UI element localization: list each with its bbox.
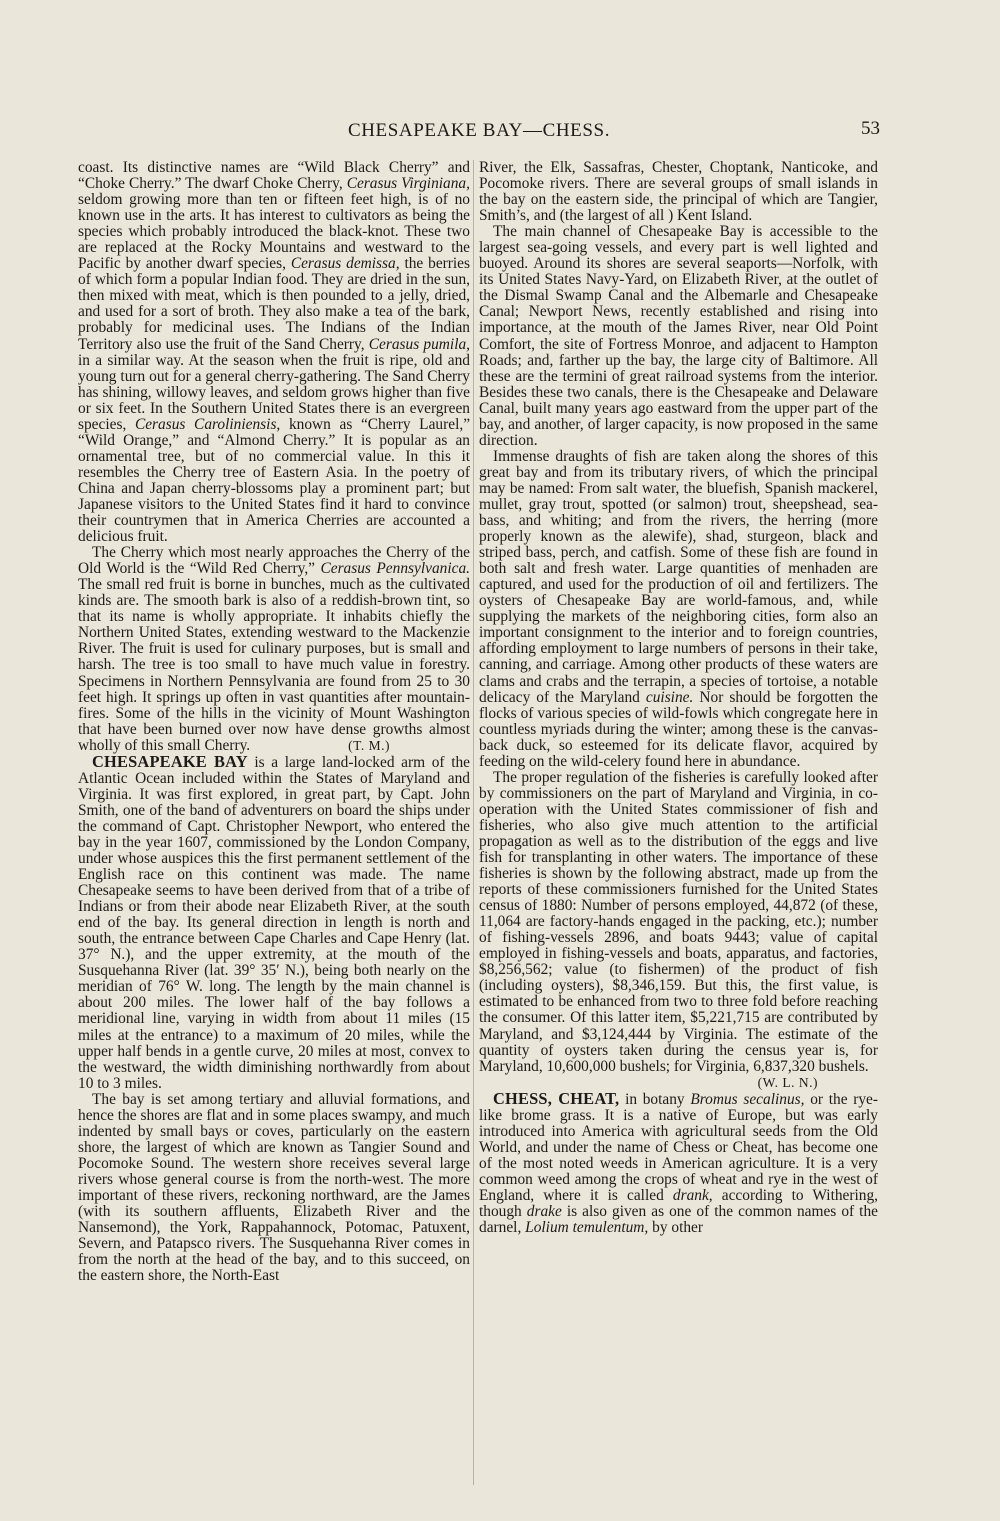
text-run: is also given as one of the common names of the darnel, bbox=[479, 1203, 878, 1237]
text-run: according to Withering, though bbox=[479, 1187, 879, 1221]
species-name: Cerasus pumila, bbox=[368, 335, 471, 353]
species-name: Cerasus demissa, bbox=[290, 255, 400, 273]
italic-term: drake bbox=[526, 1203, 562, 1221]
text-run: River, the Elk, Sassafras, Chester, Choptank, Nanticoke, and Pocomoke rivers. There are several groups of small islands in the bay on the eastern side, the principal of which are Tangier, Smith’s, and (the largest of all ) Kent Island. bbox=[479, 159, 878, 225]
column-divider bbox=[473, 160, 474, 1485]
species-name: Cerasus Virginiana, bbox=[346, 175, 470, 193]
italic-term: cuisine. bbox=[645, 688, 694, 706]
author-signature: (W. L. N.) bbox=[757, 1074, 818, 1090]
paragraph bbox=[78, 160, 470, 545]
text-run: The main channel of Chesapeake Bay is accessible to the largest sea-going vessels, and every part is well lighted and buoyed. Around its shores are several seaports—Norfolk, with its United States Navy-Yard, on Elizabeth River, at the outlet of the Dismal Swamp Canal and the Albemarle and Chesapeake Canal; Newport News, recently established and rising into importance, at the mouth of the James River, near Old Point Comfort, the site of Fortress Monroe, and adjacent to Hampton Roads; and, farther up the bay, the large city of Baltimore. All these are the termini of great railroad systems from the interior. Besides these two canals, there is the Chesapeake and Delaware Canal, built many years ago eastward from the upper part of the bay, and another, of larger capacity, is now proposed in the same direction. bbox=[479, 223, 878, 449]
text-run: The small red fruit is borne in bunches, much as the cultivated kinds are. The smooth bark is also of a reddish-brown tint, so that its name is wholly appropriate. It inhabits chiefly the Northern United States, extending westward to the Mackenzie River. The fruit is used for culinary purposes, but is small and harsh. The tree is too small to have much value in forestry. Specimens in Northern Pennsylvania are found from 25 to 30 feet high. It springs up often in vast quantities after mountain-fires. Some of the hills in the vicinity of Mount Washington that have been burned over now have dense growths almost wholly of this small Cherry. bbox=[78, 576, 470, 754]
text-run: or the rye-like brome grass. It is a native of Europe, but was early introduced into America with agricultural seeds from the Old World, and under the name of Chess or Cheat, has become one of the most noted weeds in American agriculture. It is a very common weed among the crops of wheat and rye in the west of England, where it is called bbox=[479, 1090, 879, 1204]
text-run: in a similar way. At the season when the fruit is ripe, old and young turn out for a general cherry-gathering. The Sand Cherry has shining, willowy leaves, and seldom grows higher than five or six feet. In the Southern United States there is an evergreen species, bbox=[78, 351, 470, 433]
paragraph bbox=[479, 449, 878, 770]
text-run: in botany bbox=[619, 1090, 691, 1108]
text-run: The proper regulation of the fisheries is carefully looked after by commissioners on the part of Maryland and Virginia, in co-operation with the United States commissioner of fish and fisheries, who also give much attention to the artificial propagation as well as to the distribution of the eggs and live fish for transplanting in other waters. The importance of these fisheries is shown by the following abstract, made up from the reports of these commissioners furnished for the United States census of 1880: Number of persons employed, 44,872 (of these, 11,064 are factory-hands engaged in the packing, etc.); number of fishing-vessels 2896, and boats 9443; value of capital employed in fishing-vessels and boats, apparatus, and factories, $8,256,562; value (to fishermen) of the product of fish (including oysters), $8,346,159. But this, the first value, is estimated to be enhanced from two to three fold before reaching the consumer. Of this latter item, $5,221,715 are contributed by Maryland, and $3,124,444 by Virginia. The estimate of the quantity of oysters taken during the census year is, for Maryland, 10,600,000 bushels; for Virginia, 6,837,320 bushels. bbox=[479, 768, 878, 1075]
text-run: coast. Its distinctive names are “Wild Black Cherry” and “Choke Cherry.” The dwarf Choke Cherry, bbox=[78, 159, 470, 193]
paragraph bbox=[78, 545, 470, 754]
text-run: Nor should be forgotten the flocks of various species of wild-fowls which congregate here in countless myriads during the winter; among these is the canvas-back duck, so esteemed for its delicate flavor, acquired by feeding on the wild-celery found here in abundance. bbox=[479, 688, 878, 770]
paragraph bbox=[78, 1092, 470, 1285]
running-head: CHESAPEAKE BAY—CHESS. bbox=[347, 120, 611, 141]
entry-headword: CHESS, CHEAT, bbox=[493, 1088, 620, 1108]
paragraph bbox=[479, 224, 878, 449]
species-name: Cerasus Pennsylvanica. bbox=[320, 560, 470, 578]
left-column bbox=[78, 160, 470, 1284]
entry-headword: CHESAPEAKE BAY bbox=[92, 751, 248, 771]
italic-term: drank, bbox=[672, 1187, 713, 1204]
paragraph bbox=[78, 751, 470, 1092]
text-run: is a large land-locked arm of the Atlantic Ocean included within the States of Maryland and Virginia. It was first explored, in great part, by Capt. John Smith, one of the band of adventurers on board the ships under the command of Capt. Christopher Newport, who entered the bay in the year 1607, commissioned by the London Company, under whose auspices this the first permanent settlement of the English race on this continent was made. The name Chesapeake seems to have been derived from that of a tribe of Indians or from their abode near Elizabeth River, at the south end of the bay. Its general direction in length is north and south, the entrance between Cape Charles and Cape Henry (lat. 37° N.), and the upper extremity, at the mouth of the Susquehanna River (lat. 39° 35′ N.), being both nearly on the meridian of 76° W. long. The length by the main channel is about 200 miles. The lower half of the bay follows a meridional line, varying in width from about 11 miles (15 miles at the entrance) to a maximum of 20 miles, while the upper half bends in a gentle curve, 20 miles at most, convex to the westward, the width diminishing northwardly from about 10 to 3 miles. bbox=[78, 753, 470, 1092]
paragraph bbox=[479, 160, 878, 224]
text-run: by other bbox=[648, 1219, 703, 1237]
text-run: known as “Cherry Laurel,” “Wild Orange,” and “Almond Cherry.” It is popular as an ornamental tree, but of no commercial value. In this it resembles the Cherry tree of Eastern Asia. In the poetry of China and Japan cherry-blossoms play a prominent part; but Japanese visitors to the United States find it hard to convince their countrymen that in America Cherries are accounted a delicious fruit. bbox=[78, 415, 471, 546]
paragraph bbox=[479, 1088, 879, 1237]
text-run: The bay is set among tertiary and alluvial formations, and hence the shores are flat and in some places swampy, and much indented by small bays or coves, particularly on the eastern shore, the largest of which are known as Tangier Sound and Pocomoke Sound. The western shore receives several large rivers whose general course is from the north-west. The more important of these rivers, reckoning northward, are the James (with its southern affluents, Elizabeth River and the Nansemond), the York, Rappahannock, Potomac, Patuxent, Severn, and Patapsco rivers. The Susquehanna River comes in from the north at the head of the bay, and to this succeed, on the eastern shore, the North-East bbox=[78, 1090, 470, 1285]
text-run: seldom growing more than ten or fifteen feet high, is of no known use in the arts. It has interest to cultivators as being the species which probably introduced the black-knot. These two are replaced at the Rocky Mountains and westward to the Pacific by another dwarf species, bbox=[78, 191, 470, 273]
species-name: Lolium temulentum, bbox=[525, 1219, 649, 1237]
page-number: 53 bbox=[861, 118, 880, 139]
text-run: The Cherry which most nearly approaches the Cherry of the Old World is the “Wild Red Cherry,” bbox=[78, 544, 470, 578]
paragraph bbox=[479, 770, 878, 1075]
author-signature: (T. M.) bbox=[348, 737, 390, 753]
text-run: Immense draughts of fish are taken along the shores of this great bay and from its tributary rivers, of which the principal may be named: From salt water, the bluefish, Spanish mackerel, mullet, gray trout, spotted (or salmon) trout, sheepshead, sea-bass, and whiting; and from the rivers, the herring (more properly known as the alewife), shad, sturgeon, black and striped bass, perch, and catfish. Some of these fish are found in both salt and fresh water. Large quantities of menhaden are captured, and used for the production of oil and fertilizers. The oysters of Chesapeake Bay are world-famous, and, while supplying the markets of the neighboring cities, form also an important consignment to the interior and to foreign countries, affording employment to large numbers of persons in their take, canning, and carriage. Among other products of these waters are clams and crabs and the terrapin, a species of tortoise, a notable delicacy of the Maryland bbox=[479, 447, 878, 706]
species-name: Bromus secalinus, bbox=[690, 1090, 805, 1108]
right-column bbox=[479, 160, 878, 1236]
text-run: the berries of which form a popular Indian food. They are dried in the sun, then mixed with meat, which is then pounded to a jelly, dried, and used for a sort of broth. They also make a tea of the bark, probably for medicinal uses. The Indians of the Indian Territory also use the fruit of the Sand Cherry, bbox=[78, 255, 470, 353]
species-name: Cerasus Caroliniensis, bbox=[134, 415, 281, 433]
